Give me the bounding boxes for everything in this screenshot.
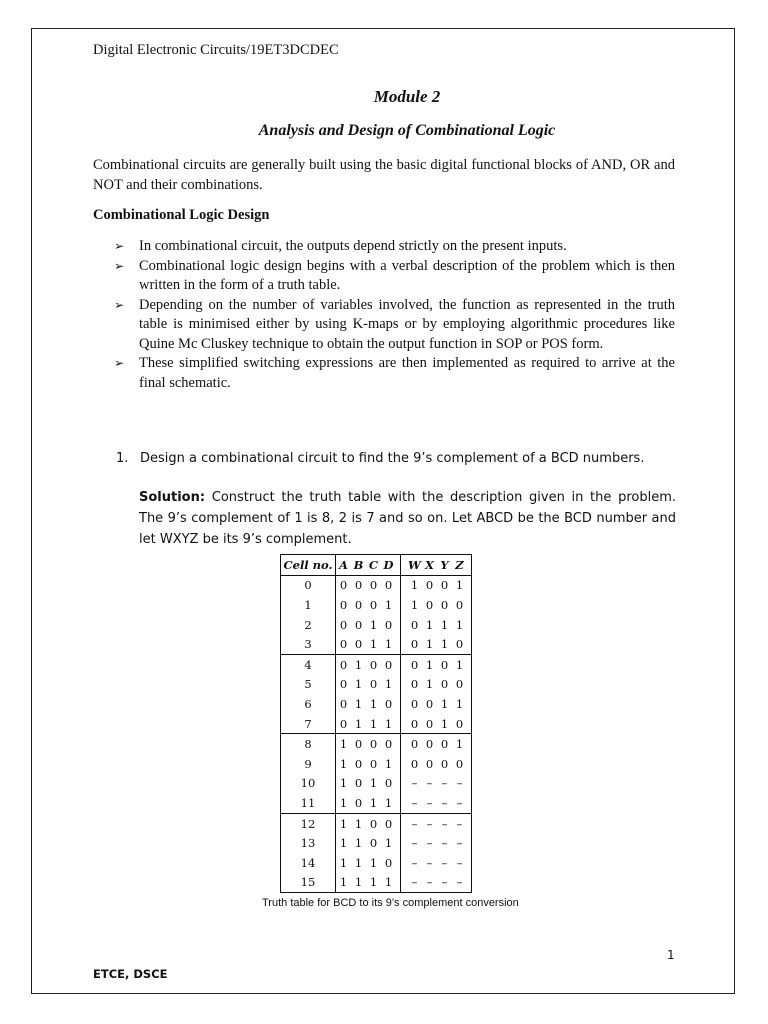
table-row xyxy=(281,734,472,754)
table-cell: 0 xyxy=(410,696,419,711)
table-cell: 1 xyxy=(339,875,348,890)
table-cell: 0 xyxy=(281,575,336,595)
question-1 xyxy=(116,451,676,466)
table-cell: 0 xyxy=(369,578,378,593)
question-text: Design a combinational circuit to find the 9’s complement of a BCD numbers. xyxy=(140,451,645,466)
table-cell: 0 xyxy=(366,734,381,754)
page-number: 1 xyxy=(667,948,675,962)
table-cell: 14 xyxy=(281,853,336,873)
table-row xyxy=(281,853,472,873)
table-cell: 1 xyxy=(452,654,472,674)
table-row xyxy=(281,595,472,615)
table-cell: 0 xyxy=(410,716,419,731)
truth-table-body xyxy=(281,575,472,893)
table-row xyxy=(281,654,472,674)
table-cell: 0 xyxy=(440,756,449,771)
table-cell: – xyxy=(426,836,433,851)
table-cell: 1 xyxy=(339,756,348,771)
table-cell: 1 xyxy=(381,595,401,615)
arrow-bullet-icon: ➢ xyxy=(114,356,125,370)
table-cell: 1 xyxy=(336,813,352,833)
table-cell: 0 xyxy=(437,734,452,754)
table-cell: 6 xyxy=(281,694,336,714)
table-cell: 0 xyxy=(455,677,464,692)
table-cell: 12 xyxy=(281,813,336,833)
table-cell: 1 xyxy=(369,696,378,711)
module-title: Module 2 xyxy=(373,87,441,106)
table-cell: 1 xyxy=(440,696,449,711)
table-cell: 0 xyxy=(339,597,348,612)
table-cell: 1 xyxy=(354,696,363,711)
column-header: B xyxy=(351,555,366,576)
table-cell: 0 xyxy=(354,637,363,652)
table-cell: 3 xyxy=(281,634,336,654)
table-cell: 0 xyxy=(437,654,452,674)
table-cell: 1 xyxy=(354,677,363,692)
table-cell: 1 xyxy=(440,637,449,652)
table-cell: – xyxy=(422,813,437,833)
table-cell: – xyxy=(456,776,463,791)
table-cell: 1 xyxy=(410,578,419,593)
column-header: Y xyxy=(437,555,452,576)
column-header: Z xyxy=(452,555,472,576)
table-cell: – xyxy=(441,836,448,851)
table-row xyxy=(281,793,472,813)
table-cell: 1 xyxy=(381,833,401,853)
table-cell: 1 xyxy=(422,654,437,674)
table-row xyxy=(281,833,472,853)
table-cell: 1 xyxy=(369,617,378,632)
table-row xyxy=(281,694,472,714)
table-cell: 0 xyxy=(425,696,434,711)
table-cell: 0 xyxy=(381,853,401,873)
table-cell: 1 xyxy=(455,696,464,711)
table-cell: 1 xyxy=(369,855,378,870)
column-header: Cell no. xyxy=(281,555,336,576)
column-header: C xyxy=(366,555,381,576)
table-cell: 0 xyxy=(339,617,348,632)
table-cell: 0 xyxy=(401,654,423,674)
table-cell: – xyxy=(456,836,463,851)
table-cell: 1 xyxy=(440,716,449,731)
module-subtitle: Analysis and Design of Combinational Logic xyxy=(258,122,556,139)
solution-paragraph xyxy=(139,487,676,550)
table-cell: 1 xyxy=(354,875,363,890)
table-cell: 1 xyxy=(425,637,434,652)
table-cell: 0 xyxy=(366,654,381,674)
list-item: ➢ Depending on the number of variables involved, the function as represented in the truth table is minimised either by using K-maps or by employing algorithmic procedures like Quine Mc Cluskey technique to obtain the output function in SOP or POS form. xyxy=(114,296,675,352)
table-cell: – xyxy=(411,776,418,791)
table-row xyxy=(281,634,472,654)
table-cell: 0 xyxy=(381,774,401,794)
table-cell: 0 xyxy=(381,813,401,833)
course-header: Digital Electronic Circuits/19ET3DCDEC xyxy=(93,42,339,58)
table-cell: 1 xyxy=(381,793,401,813)
table-cell: 0 xyxy=(336,654,352,674)
list-item: ➢ Combinational logic design begins with a verbal description of the problem which is then written in the form of a truth table. xyxy=(114,257,675,293)
table-cell: – xyxy=(411,855,418,870)
table-cell: 0 xyxy=(422,734,437,754)
table-cell: 1 xyxy=(381,873,401,893)
table-cell: 1 xyxy=(381,634,401,654)
table-cell: 1 xyxy=(455,617,464,632)
list-item: ➢ In combinational circuit, the outputs depend strictly on the present inputs. xyxy=(114,237,675,257)
list-item: ➢ These simplified switching expressions are then implemented as required to arrive at the final schematic. xyxy=(114,355,675,391)
table-row xyxy=(281,774,472,794)
table-cell: – xyxy=(452,813,472,833)
table-cell: 0 xyxy=(339,677,348,692)
table-cell: 0 xyxy=(440,597,449,612)
table-cell: 1 xyxy=(354,855,363,870)
table-row xyxy=(281,813,472,833)
table-cell: 0 xyxy=(354,578,363,593)
column-header: W xyxy=(401,555,423,576)
table-cell: 0 xyxy=(354,795,363,810)
table-cell: 0 xyxy=(381,615,401,635)
table-cell: 0 xyxy=(339,578,348,593)
table-cell: 11 xyxy=(281,793,336,813)
table-cell: 1 xyxy=(336,734,352,754)
table-row xyxy=(281,615,472,635)
table-header-row xyxy=(281,555,472,576)
table-cell: 1 xyxy=(381,675,401,695)
table-cell: 1 xyxy=(410,597,419,612)
table-cell: 5 xyxy=(281,675,336,695)
table-cell: 1 xyxy=(369,776,378,791)
column-header: X xyxy=(422,555,437,576)
table-cell: – xyxy=(456,795,463,810)
table-cell: 0 xyxy=(354,617,363,632)
table-cell: 0 xyxy=(369,597,378,612)
bullet-list xyxy=(114,237,675,393)
table-cell: 0 xyxy=(425,578,434,593)
table-cell: – xyxy=(456,855,463,870)
table-cell: 1 xyxy=(339,836,348,851)
table-cell: 0 xyxy=(369,756,378,771)
table-cell: 10 xyxy=(281,774,336,794)
table-cell: 0 xyxy=(410,637,419,652)
table-cell: – xyxy=(456,875,463,890)
table-cell: – xyxy=(426,875,433,890)
table-cell: 0 xyxy=(339,696,348,711)
table-cell: – xyxy=(426,795,433,810)
table-caption: Truth table for BCD to its 9’s complement conversion xyxy=(262,897,519,909)
table-cell: 1 xyxy=(452,734,472,754)
solution-text: Construct the truth table with the description given in the problem. The 9’s complement of 1 is 8, 2 is 7 and so on. Let ABCD be the BCD number and let WXYZ be its 9’s complement. xyxy=(139,490,676,547)
truth-table xyxy=(280,554,472,893)
table-cell: 0 xyxy=(410,677,419,692)
table-cell: 1 xyxy=(369,875,378,890)
table-cell: 1 xyxy=(369,637,378,652)
table-cell: – xyxy=(441,795,448,810)
table-cell: – xyxy=(441,776,448,791)
table-row xyxy=(281,873,472,893)
table-cell: 0 xyxy=(381,575,401,595)
table-cell: 0 xyxy=(339,716,348,731)
table-cell: 0 xyxy=(455,756,464,771)
table-cell: 13 xyxy=(281,833,336,853)
table-cell: 1 xyxy=(281,595,336,615)
table-row xyxy=(281,675,472,695)
footer-text: ETCE, DSCE xyxy=(93,967,168,981)
table-cell: – xyxy=(441,875,448,890)
table-cell: 1 xyxy=(369,795,378,810)
table-cell: 0 xyxy=(366,813,381,833)
table-cell: 0 xyxy=(381,654,401,674)
table-cell: 1 xyxy=(339,776,348,791)
table-cell: 0 xyxy=(381,694,401,714)
table-cell: 0 xyxy=(369,836,378,851)
table-cell: 0 xyxy=(455,637,464,652)
table-cell: 0 xyxy=(369,677,378,692)
table-cell: 0 xyxy=(455,716,464,731)
arrow-bullet-icon: ➢ xyxy=(114,239,125,253)
table-cell: 1 xyxy=(440,617,449,632)
table-cell: 1 xyxy=(381,714,401,734)
table-row xyxy=(281,714,472,734)
table-cell: 1 xyxy=(455,578,464,593)
column-header: D xyxy=(381,555,401,576)
table-cell: 0 xyxy=(381,734,401,754)
table-cell: 1 xyxy=(425,617,434,632)
column-header: A xyxy=(336,555,352,576)
table-cell: 0 xyxy=(440,578,449,593)
table-cell: 0 xyxy=(410,756,419,771)
table-cell: 0 xyxy=(410,617,419,632)
table-cell: 1 xyxy=(351,813,366,833)
table-cell: 0 xyxy=(339,637,348,652)
table-cell: 0 xyxy=(354,776,363,791)
solution-label: Solution: xyxy=(139,490,206,505)
table-cell: 0 xyxy=(401,734,423,754)
table-cell: 15 xyxy=(281,873,336,893)
table-cell: 0 xyxy=(351,734,366,754)
table-cell: – xyxy=(426,855,433,870)
table-cell: 0 xyxy=(425,597,434,612)
table-cell: 1 xyxy=(354,836,363,851)
table-cell: 0 xyxy=(354,756,363,771)
table-cell: 1 xyxy=(339,795,348,810)
table-cell: 2 xyxy=(281,615,336,635)
table-cell: 1 xyxy=(354,716,363,731)
table-cell: 1 xyxy=(381,754,401,774)
table-cell: 7 xyxy=(281,714,336,734)
table-cell: 0 xyxy=(455,597,464,612)
table-cell: – xyxy=(426,776,433,791)
table-cell: 1 xyxy=(351,654,366,674)
table-cell: 1 xyxy=(369,716,378,731)
table-cell: 1 xyxy=(339,855,348,870)
table-cell: 0 xyxy=(425,756,434,771)
table-cell: – xyxy=(437,813,452,833)
arrow-bullet-icon: ➢ xyxy=(114,258,125,273)
table-cell: – xyxy=(411,795,418,810)
table-cell: 1 xyxy=(425,677,434,692)
table-cell: – xyxy=(441,855,448,870)
intro-paragraph: Combinational circuits are generally built using the basic digital functional blocks of AND, OR and NOT and their combinations. xyxy=(93,157,675,193)
table-cell: 4 xyxy=(281,654,336,674)
table-row xyxy=(281,754,472,774)
table-row xyxy=(281,575,472,595)
section-heading: Combinational Logic Design xyxy=(93,207,270,223)
question-number: 1. xyxy=(116,451,129,466)
table-cell: 0 xyxy=(425,716,434,731)
arrow-bullet-icon: ➢ xyxy=(114,297,125,312)
table-cell: 9 xyxy=(281,754,336,774)
table-cell: – xyxy=(411,875,418,890)
table-cell: – xyxy=(411,836,418,851)
table-cell: 0 xyxy=(354,597,363,612)
table-cell: 0 xyxy=(440,677,449,692)
table-cell: 8 xyxy=(281,734,336,754)
table-cell: – xyxy=(401,813,423,833)
